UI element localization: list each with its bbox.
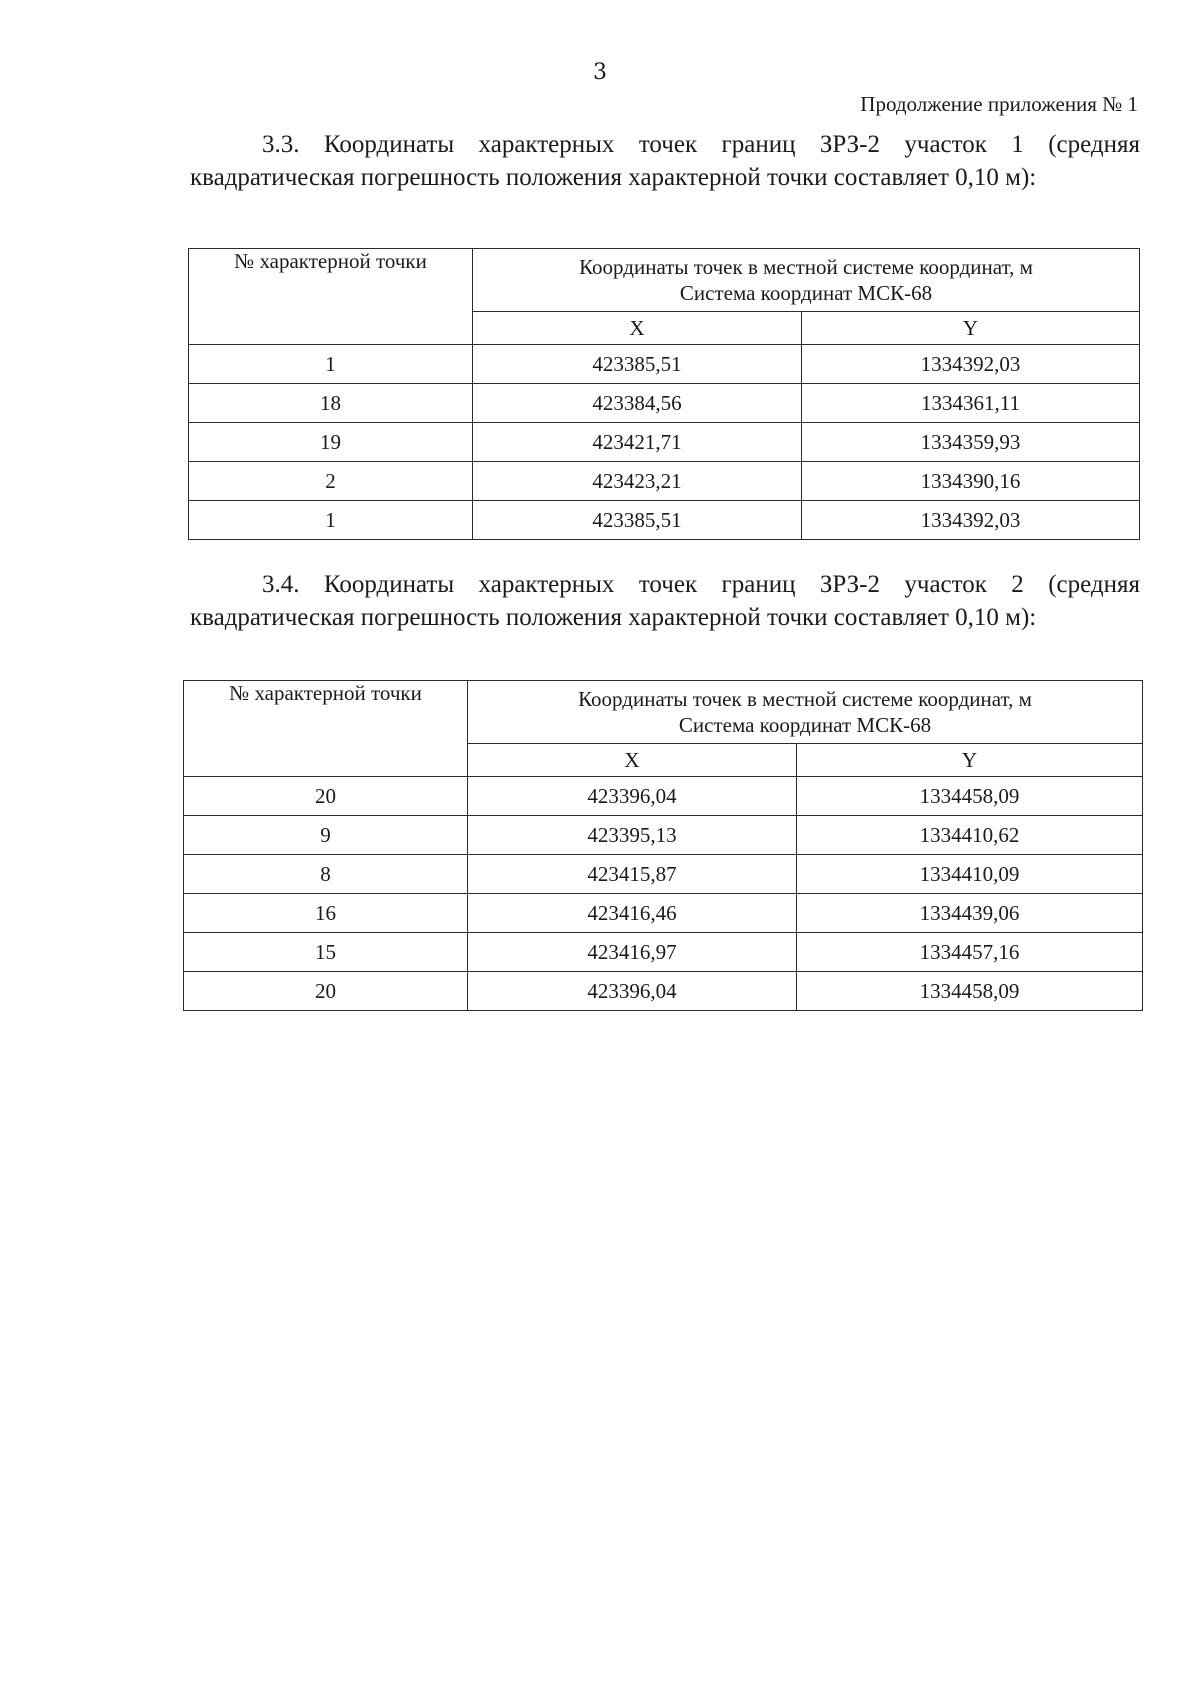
point-number-header: № характерной точки xyxy=(189,249,473,345)
continuation-label: Продолжение приложения № 1 xyxy=(860,92,1138,116)
y-cell: 1334392,03 xyxy=(802,345,1140,384)
coordinates-header xyxy=(468,681,1143,744)
y-cell: 1334457,16 xyxy=(797,933,1143,972)
coordinates-header-line1: Координаты точек в местной системе координат, м xyxy=(578,687,1032,711)
section-heading-text: 3.3. Координаты характерных точек границ ЗРЗ-2 участок 1 (средняя квадратическая погрешность положения характерной точки составляет 0,10 м): xyxy=(190,131,1140,191)
coordinates-table xyxy=(188,248,1140,540)
y-cell: 1334458,09 xyxy=(797,972,1143,1011)
x-header: X xyxy=(473,312,802,345)
point-number-cell: 20 xyxy=(184,777,468,816)
point-number-cell: 1 xyxy=(189,501,473,540)
y-cell: 1334361,11 xyxy=(802,384,1140,423)
y-cell: 1334410,62 xyxy=(797,816,1143,855)
table-row xyxy=(189,384,1140,423)
coordinates-header-line1: Координаты точек в местной системе координат, м xyxy=(579,255,1033,279)
x-cell: 423395,13 xyxy=(468,816,797,855)
x-cell: 423423,21 xyxy=(473,462,802,501)
point-number-cell: 15 xyxy=(184,933,468,972)
table-row xyxy=(184,855,1143,894)
table-row xyxy=(184,816,1143,855)
point-number-cell: 1 xyxy=(189,345,473,384)
section-heading xyxy=(190,568,1140,634)
table-row xyxy=(184,777,1143,816)
table-row xyxy=(189,462,1140,501)
point-number-cell: 2 xyxy=(189,462,473,501)
x-cell: 423384,56 xyxy=(473,384,802,423)
point-number-cell: 8 xyxy=(184,855,468,894)
point-number-cell: 19 xyxy=(189,423,473,462)
table-row xyxy=(184,894,1143,933)
table-row xyxy=(189,423,1140,462)
coordinates-table xyxy=(183,680,1143,1011)
x-cell: 423421,71 xyxy=(473,423,802,462)
coordinates-header-line2: Система координат МСК-68 xyxy=(679,281,933,305)
y-cell: 1334458,09 xyxy=(797,777,1143,816)
y-cell: 1334439,06 xyxy=(797,894,1143,933)
point-number-cell: 9 xyxy=(184,816,468,855)
coordinates-header xyxy=(473,249,1140,312)
section-heading-text: 3.4. Координаты характерных точек границ ЗРЗ-2 участок 2 (средняя квадратическая погрешность положения характерной точки составляет 0,10 м): xyxy=(190,571,1140,631)
y-cell: 1334390,16 xyxy=(802,462,1140,501)
x-cell: 423385,51 xyxy=(473,345,802,384)
point-number-header: № характерной точки xyxy=(184,681,468,777)
x-header: X xyxy=(468,744,797,777)
point-number-cell: 20 xyxy=(184,972,468,1011)
y-cell: 1334392,03 xyxy=(802,501,1140,540)
y-cell: 1334410,09 xyxy=(797,855,1143,894)
x-cell: 423396,04 xyxy=(468,972,797,1011)
table-row xyxy=(184,972,1143,1011)
page-number: 3 xyxy=(593,60,607,85)
x-cell: 423396,04 xyxy=(468,777,797,816)
table-row xyxy=(184,933,1143,972)
section-heading xyxy=(190,128,1140,194)
table-row xyxy=(189,345,1140,384)
y-cell: 1334359,93 xyxy=(802,423,1140,462)
coordinates-header-line2: Система координат МСК-68 xyxy=(678,713,932,737)
point-number-cell: 18 xyxy=(189,384,473,423)
x-cell: 423415,87 xyxy=(468,855,797,894)
x-cell: 423416,46 xyxy=(468,894,797,933)
y-header: Y xyxy=(797,744,1143,777)
y-header: Y xyxy=(802,312,1140,345)
table-row xyxy=(189,501,1140,540)
x-cell: 423385,51 xyxy=(473,501,802,540)
x-cell: 423416,97 xyxy=(468,933,797,972)
point-number-cell: 16 xyxy=(184,894,468,933)
